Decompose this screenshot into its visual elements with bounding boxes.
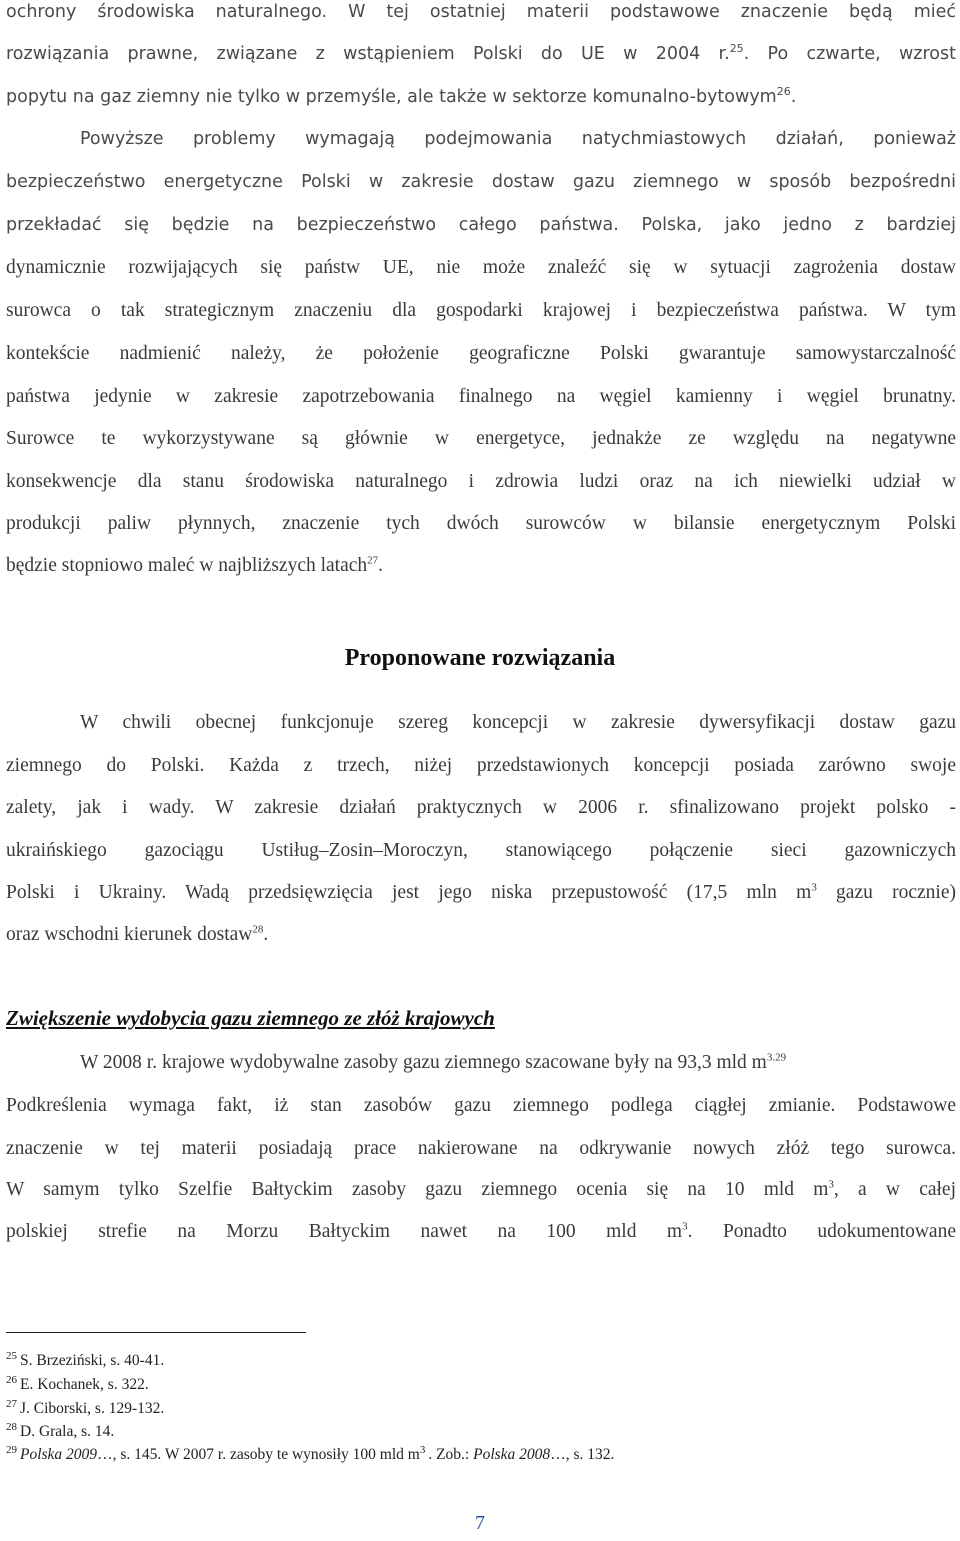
paragraph-line: oraz wschodni kierunek dostaw$^{28}$. xyxy=(6,923,269,945)
paragraph-line: Powyższe problemy wymagają podejmowania natychmiastowych działań, ponieważ xyxy=(80,129,956,149)
paragraph-line: dynamicznie rozwijających się państw UE, nie może znaleźć się w sytuacji zagrożenia dostaw xyxy=(6,257,956,278)
paragraph-line: ziemnego do Polski. Każda z trzech, niżej przedstawionych koncepcji posiada zarówno swoje xyxy=(6,755,956,776)
paragraph-line: produkcji paliw płynnych, znaczenie tych dwóch surowców w bilansie energetycznym Polski xyxy=(6,513,956,534)
paragraph-line: Surowce te wykorzystywane są głównie w energetyce, jednakże ze względu na negatywne xyxy=(6,428,956,449)
footnote: $^{26}$ E. Kochanek, s. 322. xyxy=(6,1374,149,1394)
paragraph-line: surowca o tak strategicznym znaczeniu dla gospodarki krajowej i bezpieczeństwa państwa. W tym xyxy=(6,300,956,321)
paragraph-line: popytu na gaz ziemny nie tylko w przemyśle, ale także w sektorze komunalno-bytowym$^{26}$. xyxy=(6,85,797,107)
paragraph-line: polskiej strefie na Morzu Bałtyckim nawet na 100 mld $m^3$. Ponadto udokumentowane xyxy=(6,1220,956,1242)
footnote-ref[interactable]: .29 xyxy=(772,1051,787,1064)
paragraph-line: znaczenie w tej materii posiadają prace nakierowane na odkrywanie nowych złóż tego surowca. xyxy=(6,1138,956,1159)
paragraph-line: W samym tylko Szelfie Bałtyckim zasoby gazu ziemnego ocenia się na 10 mld $m^3$, a w całej xyxy=(6,1178,956,1200)
footnote: $^{29}$ Polska 2009…, s. 145. W 2007 r. zasoby te wynosiły 100 mld $m^3$ . Zob.: Polska 2008…, s. 132. xyxy=(6,1444,615,1464)
paragraph-line: bezpieczeństwo energetyczne Polski w zakresie dostaw gazu ziemnego w sposób bezpośredni xyxy=(6,172,956,192)
footnote: $^{28}$ D. Grala, s. 14. xyxy=(6,1421,115,1441)
paragraph-line: przekładać się będzie na bezpieczeństwo całego państwa. Polska, jako jedno z bardziej xyxy=(6,215,956,235)
paragraph-line: ochrony środowiska naturalnego. W tej ostatniej materii podstawowe znaczenie będą mieć xyxy=(6,2,956,22)
paragraph-line: W 2008 r. krajowe wydobywalne zasoby gazu ziemnego szacowane były na 93,3 mld $m^{3.29}$ xyxy=(80,1051,787,1073)
superscript: 3 xyxy=(766,1051,773,1064)
footnote-ref[interactable]: 27 xyxy=(367,554,379,567)
footnote: $^{27}$ J. Ciborski, s. 129-132. xyxy=(6,1398,165,1418)
footnote-separator xyxy=(6,1332,306,1333)
footnote-ref[interactable]: 25 xyxy=(729,42,744,56)
section-heading: Proponowane rozwiązania xyxy=(344,645,616,671)
subsection-heading: Zwiększenie wydobycia gazu ziemnego ze złóż krajowych xyxy=(6,1006,495,1030)
footnote-ref[interactable]: 28 xyxy=(252,923,264,936)
paragraph-line: państwa jedynie w zakresie zapotrzebowania finalnego na węgiel kamienny i węgiel brunatny. xyxy=(6,386,956,407)
paragraph-line: rozwiązania prawne, związane z wstąpieniem Polski do UE w 2004 r.$^{25}$. Po czwarte, wzrost xyxy=(6,42,956,64)
paragraph-line: będzie stopniowo maleć w najbliższych latach$^{27}$. xyxy=(6,554,384,576)
page-number: 7 xyxy=(475,1512,485,1534)
superscript: 3 xyxy=(682,1220,688,1233)
paragraph-line: Polski i Ukrainy. Wadą przedsięwzięcia jest jego niska przepustowość (17,5 mln $m^3$ gazu rocznie) xyxy=(6,881,956,903)
superscript: 3 xyxy=(811,881,817,894)
paragraph-line: kontekście nadmienić należy, że położenie geograficzne Polski gwarantuje samowystarczalność xyxy=(6,343,956,364)
paragraph-line: Podkreślenia wymaga fakt, iż stan zasobów gazu ziemnego podlega ciągłej zmianie. Podstawowe xyxy=(6,1095,956,1116)
footnote-ref[interactable]: 26 xyxy=(776,85,791,99)
paragraph-line: W chwili obecnej funkcjonuje szereg koncepcji w zakresie dywersyfikacji dostaw gazu xyxy=(80,712,956,733)
paragraph-line: konsekwencje dla stanu środowiska naturalnego i zdrowia ludzi oraz na ich niewielki udział w xyxy=(6,471,956,492)
superscript: 3 xyxy=(828,1178,834,1191)
paragraph-line: zalety, jak i wady. W zakresie działań praktycznych w 2006 r. sfinalizowano projekt polsko - xyxy=(6,797,956,818)
paragraph-line: ukraińskiego gazociągu Ustiług–Zosin–Moroczyn, stanowiącego połączenie sieci gazowniczych xyxy=(6,840,956,861)
footnote: $^{25}$ S. Brzeziński, s. 40-41. xyxy=(6,1350,165,1370)
